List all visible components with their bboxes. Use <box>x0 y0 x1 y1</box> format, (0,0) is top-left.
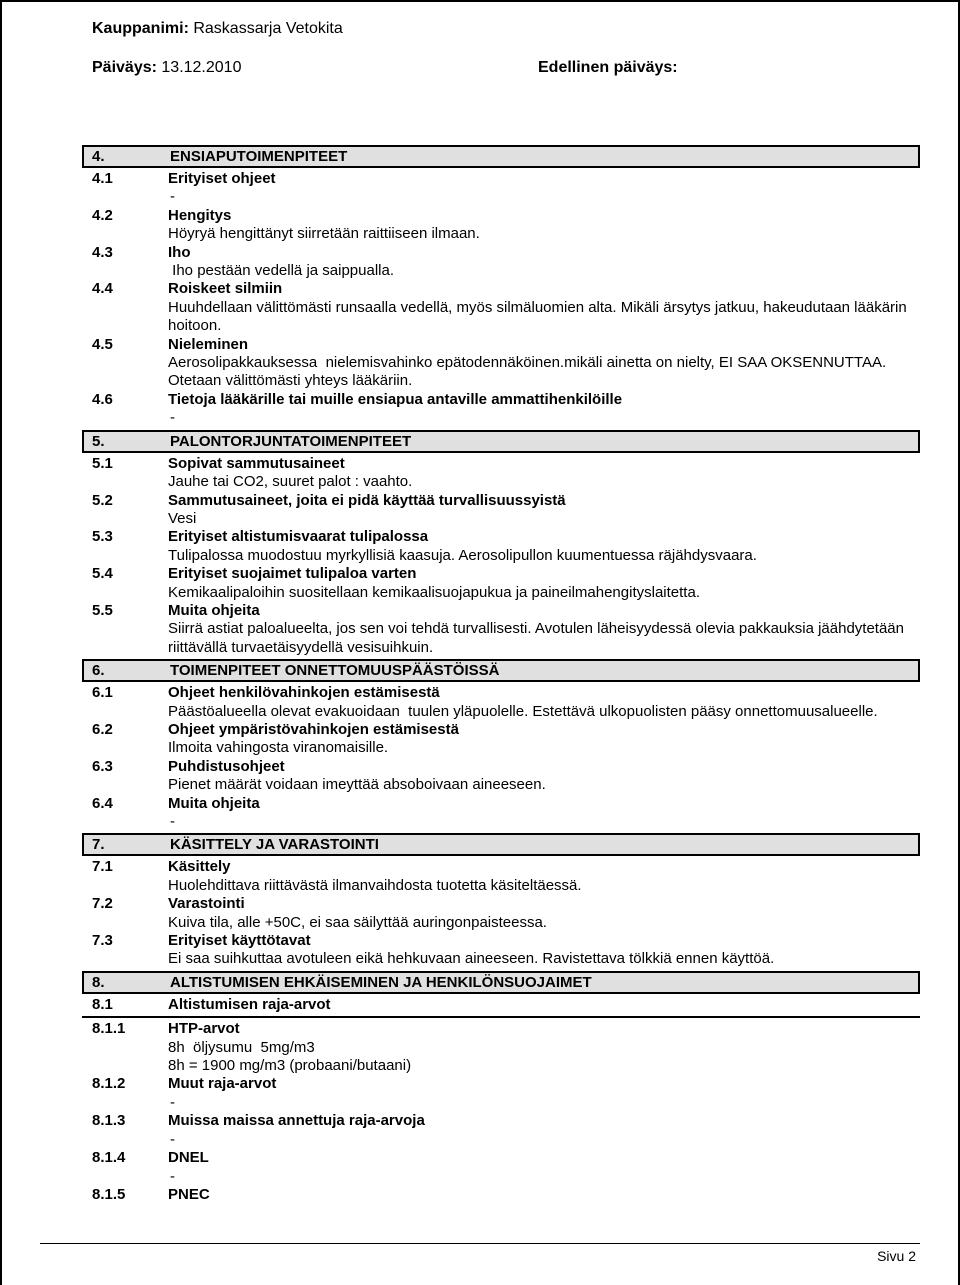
subsection-body: - <box>170 188 175 206</box>
subsection-number: 4.5 <box>92 335 113 353</box>
page-number: Sivu 2 <box>877 1248 916 1264</box>
subsection-title: Muita ohjeita <box>168 794 260 812</box>
section-number: 8. <box>92 973 105 991</box>
subsection-body: - <box>170 1093 175 1111</box>
subsection-title: Nieleminen <box>168 335 249 353</box>
section-title: PALONTORJUNTATOIMENPITEET <box>170 432 412 450</box>
subsection-title: HTP-arvot <box>168 1020 240 1038</box>
subsection-number: 4.3 <box>92 243 113 261</box>
subsection-title: Erityiset altistumisvaarat tulipalossa <box>168 528 429 546</box>
subsection-heading <box>82 996 920 1014</box>
subsection-body: Huolehdittava riittävästä ilmanvaihdosta tuotetta käsiteltäessä. <box>168 876 582 894</box>
subsection-number: 4.2 <box>92 206 113 224</box>
subsection-number: 5.3 <box>92 528 113 546</box>
subsection-title: Erityiset käyttötavat <box>168 932 311 950</box>
subsection-title: Altistumisen raja-arvot <box>168 995 331 1013</box>
subsection-body: Iho pestään vedellä ja saippualla. <box>168 262 395 280</box>
subsection-title: Ohjeet henkilövahinkojen estämisestä <box>168 684 440 702</box>
subsection-body: Päästöalueella olevat evakuoidaan tuulen yläpuolelle. Estettävä ulkopuolisten pääsy onnettomuusalueelle. <box>168 702 878 720</box>
subsection-body: 8h öljysumu 5mg/m3 8h = 1900 mg/m3 (probaani/butaani) <box>168 1038 412 1075</box>
subsection-number: 8.1.3 <box>92 1112 126 1130</box>
section-header <box>82 145 920 168</box>
section-header <box>82 430 920 453</box>
subsection-number: 8.1.1 <box>92 1020 126 1038</box>
subsection-title: Erityiset ohjeet <box>168 170 276 187</box>
subsection-title: Roiskeet silmiin <box>168 280 283 298</box>
subsection-heading <box>82 455 920 473</box>
subsection-number: 6.1 <box>92 684 113 702</box>
subsection-body: Pienet määrät voidaan imeyttää absoboivaan aineeseen. <box>168 776 546 794</box>
subsection-title: Varastointi <box>168 895 245 913</box>
subsection-heading <box>82 170 920 188</box>
subsection-heading <box>82 391 920 409</box>
subsection-number: 5.5 <box>92 601 113 619</box>
section-number: 5. <box>92 432 105 450</box>
subsection-heading <box>82 932 920 950</box>
subsection-heading <box>82 758 920 776</box>
section-number: 6. <box>92 662 105 680</box>
subsection-body: Tulipalossa muodostuu myrkyllisiä kaasuja. Aerosolipullon kuumentuessa räjähdysvaara. <box>168 546 757 564</box>
subsection-heading <box>82 1112 920 1130</box>
subsection-number: 8.1 <box>92 995 113 1013</box>
section-header <box>82 971 920 994</box>
subsection-heading <box>82 280 920 298</box>
subsection-title: PNEC <box>168 1185 210 1203</box>
section-number: 7. <box>92 836 105 854</box>
subsection-title: DNEL <box>168 1149 209 1167</box>
subsection-heading <box>82 795 920 813</box>
subsection-title: Muissa maissa annettuja raja-arvoja <box>168 1112 425 1130</box>
subsection-heading <box>82 721 920 739</box>
page-border-left <box>0 0 2 1285</box>
subsection-body: Kuiva tila, alle +50C, ei saa säilyttää auringonpaisteessa. <box>168 913 547 931</box>
subsection-body: Aerosolipakkauksessa nielemisvahinko epätodennäköinen.mikäli ainetta on nielty, EI SAA OKSENNUTTAA. Otetaan välittömästi yhteys lääkäriin. <box>168 354 891 390</box>
page-border-top <box>0 0 960 2</box>
subsection-heading <box>82 244 920 262</box>
section-header <box>82 833 920 856</box>
subsection-title: Muut raja-arvot <box>168 1075 277 1093</box>
section-title: TOIMENPITEET ONNETTOMUUSPÄÄSTÖISSÄ <box>170 662 500 680</box>
subsection-body: Höyryä hengittänyt siirretään raittiiseen ilmaan. <box>168 225 480 243</box>
subsection-title: Käsittely <box>168 858 231 876</box>
subsection-title: Muita ohjeita <box>168 601 260 619</box>
section-title: KÄSITTELY JA VARASTOINTI <box>170 836 379 854</box>
subsection-body: Ilmoita vahingosta viranomaisille. <box>168 739 389 757</box>
subsection-title: Puhdistusohjeet <box>168 757 285 775</box>
prev-date-label: Edellinen päiväys: <box>538 59 678 76</box>
subsection-number: 7.2 <box>92 895 113 913</box>
subsection-number: 8.1.5 <box>92 1185 126 1203</box>
subsection-number: 6.3 <box>92 757 113 775</box>
subsection-heading <box>82 336 920 354</box>
subsection-number: 6.4 <box>92 794 113 812</box>
subsection-body: Siirrä astiat paloalueelta, jos sen voi tehdä turvallisesti. Avotulen läheisyydessä olevia pakkauksia jäähdytetään riittävällä turvaetäisyydellä vesisuihkuin. <box>168 620 909 656</box>
subsection-number: 4.1 <box>92 170 113 187</box>
subsection-body: Huuhdellaan välittömästi runsaalla vedellä, myös silmäluomien alta. Mikäli ärsytys jatkuu, hakeudutaan lääkärin hoitoon. <box>168 298 911 335</box>
subsection-body: - <box>170 409 175 427</box>
section-title: ALTISTUMISEN EHKÄISEMINEN JA HENKILÖNSUOJAIMET <box>170 973 592 991</box>
date-value: 13.12.2010 <box>161 59 242 76</box>
subsection-body: - <box>170 1130 175 1148</box>
footer-divider <box>40 1243 920 1244</box>
subsection-number: 5.4 <box>92 565 113 583</box>
subsection-body: Kemikaalipaloihin suositellaan kemikaalisuojapukua ja paineilmahengityslaitetta. <box>168 583 700 601</box>
date-line <box>92 59 241 77</box>
subsection-body: - <box>170 813 175 830</box>
section-title: ENSIAPUTOIMENPITEET <box>170 148 348 165</box>
subsection-title: Tietoja lääkärille tai muille ensiapua antaville ammattihenkilöille <box>168 390 623 408</box>
subsection-heading <box>82 1020 920 1038</box>
subsection-body: - <box>170 1167 175 1185</box>
subsection-heading <box>82 1075 920 1093</box>
subsection-number: 4.6 <box>92 390 113 408</box>
subsection-body: Vesi <box>168 509 197 527</box>
section-header <box>82 659 920 682</box>
subsection-heading <box>82 565 920 583</box>
subsection-heading <box>82 1149 920 1167</box>
subsection-heading <box>82 895 920 913</box>
subsection-title: Iho <box>168 243 191 261</box>
subsection-title: Hengitys <box>168 206 232 224</box>
prev-date-line <box>538 59 678 77</box>
subsection-heading <box>82 207 920 225</box>
subsection-number: 6.2 <box>92 720 113 738</box>
subsection-number: 7.3 <box>92 932 113 950</box>
subsection-number: 4.4 <box>92 280 113 298</box>
subsection-title: Sopivat sammutusaineet <box>168 454 345 472</box>
subsection-heading <box>82 1186 920 1204</box>
subsection-body: Jauhe tai CO2, suuret palot : vaahto. <box>168 473 413 491</box>
subsection-number: 8.1.4 <box>92 1149 126 1167</box>
company-name: Raskassarja Vetokita <box>193 20 343 37</box>
subsection-heading <box>82 602 920 620</box>
subsection-heading <box>82 684 920 702</box>
subsection-number: 8.1.2 <box>92 1075 126 1093</box>
subsection-heading <box>82 858 920 876</box>
subsection-title: Sammutusaineet, joita ei pidä käyttää turvallisuussyistä <box>168 491 566 509</box>
subsection-heading <box>82 492 920 510</box>
sds-content <box>82 143 920 1204</box>
subsection-number: 7.1 <box>92 858 113 876</box>
section-number: 4. <box>92 148 105 165</box>
subsection-number: 5.2 <box>92 491 113 509</box>
date-label: Päiväys: <box>92 59 157 76</box>
subsection-number: 5.1 <box>92 454 113 472</box>
company-line <box>92 20 343 38</box>
subsection-title: Ohjeet ympäristövahinkojen estämisestä <box>168 720 459 738</box>
subsection-title: Erityiset suojaimet tulipaloa varten <box>168 565 417 583</box>
subsection-body: Ei saa suihkuttaa avotuleen eikä hehkuvaan aineeseen. Ravistettava tölkkiä ennen käyttöä. <box>168 950 775 968</box>
subsection-heading <box>82 528 920 546</box>
company-label: Kauppanimi: <box>92 20 189 37</box>
subsection-divider <box>82 1016 920 1018</box>
